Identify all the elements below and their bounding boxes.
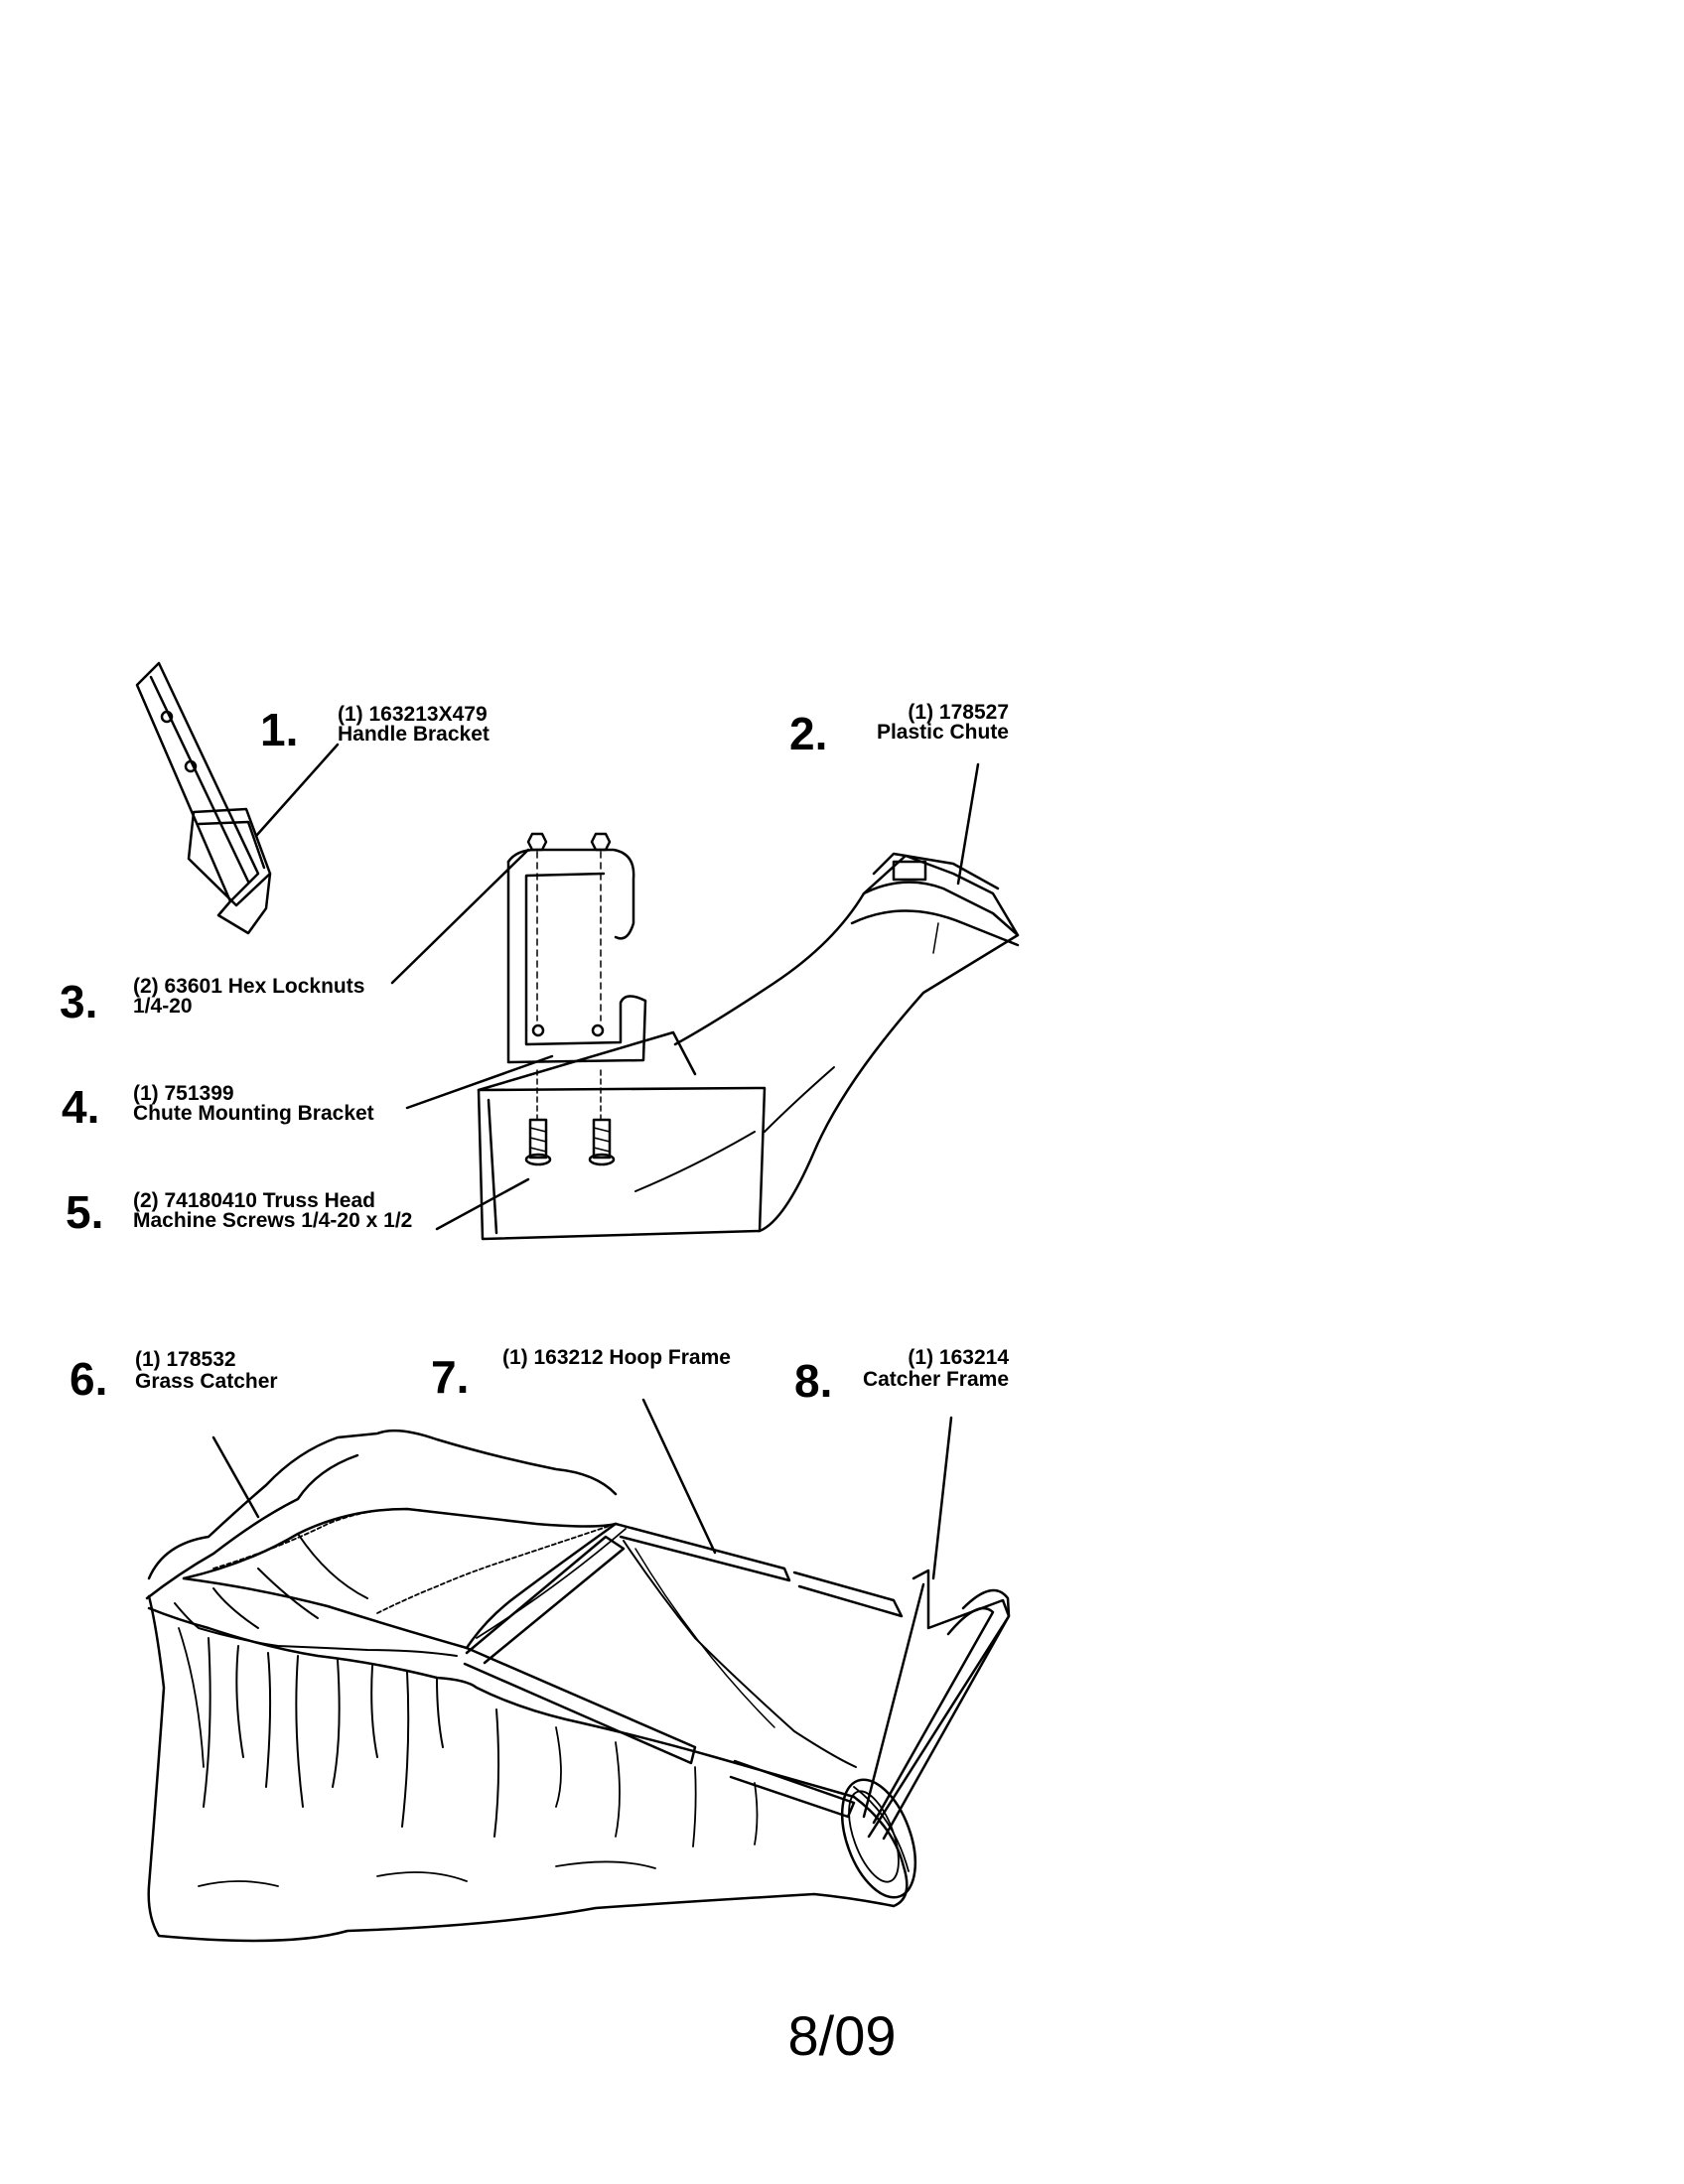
leader-line-8: [933, 1418, 951, 1578]
part-6-number: 6.: [70, 1353, 108, 1405]
part-2-number: 2.: [789, 708, 828, 759]
grass-catcher-drawing: [147, 1431, 907, 1941]
part-6-qty-number: (1) 178532: [135, 1348, 236, 1371]
leader-line-6: [213, 1437, 258, 1517]
hex-locknuts-drawing: [528, 834, 610, 1021]
leader-line-7: [643, 1400, 715, 1553]
leader-line-2: [958, 764, 978, 884]
catcher-frame-drawing: [828, 1570, 1009, 1907]
part-8-name: Catcher Frame: [862, 1368, 1009, 1391]
part-4-qty-number: (1) 751399: [133, 1082, 234, 1105]
handle-bracket-drawing: [137, 663, 270, 933]
part-5-name: Machine Screws 1/4-20 x 1/2: [133, 1209, 413, 1232]
plastic-chute-drawing: [479, 854, 1018, 1239]
leader-line-1: [256, 745, 338, 836]
part-1-name: Handle Bracket: [338, 723, 490, 746]
part-7-number: 7.: [431, 1351, 470, 1403]
truss-head-screws-drawing: [526, 1070, 614, 1164]
part-3-qty-number: (2) 63601 Hex Locknuts: [133, 975, 365, 998]
part-4-number: 4.: [62, 1081, 100, 1133]
part-4-name: Chute Mounting Bracket: [133, 1102, 374, 1125]
part-8-qty-number: (1) 163214: [908, 1346, 1009, 1369]
part-6-name: Grass Catcher: [135, 1370, 278, 1393]
part-3-size: 1/4-20: [133, 995, 193, 1018]
hoop-frame-drawing: [465, 1524, 902, 1817]
part-5-number: 5.: [66, 1186, 104, 1238]
part-3-number: 3.: [60, 976, 98, 1027]
part-7-qty-number: (1) 163212 Hoop Frame: [502, 1346, 731, 1369]
part-1-number: 1.: [260, 704, 299, 755]
part-5-qty-number: (2) 74180410 Truss Head: [133, 1189, 375, 1212]
part-2-qty-number: (1) 178527: [908, 701, 1009, 724]
hoop-opening-drawing: [184, 1509, 616, 1648]
part-2-name: Plastic Chute: [876, 721, 1009, 744]
part-8-number: 8.: [794, 1355, 833, 1407]
page-date-footer: 8/09: [787, 2004, 897, 2067]
chute-mounting-bracket-drawing: [508, 850, 645, 1062]
part-1-qty-number: (1) 163213X479: [338, 703, 488, 726]
